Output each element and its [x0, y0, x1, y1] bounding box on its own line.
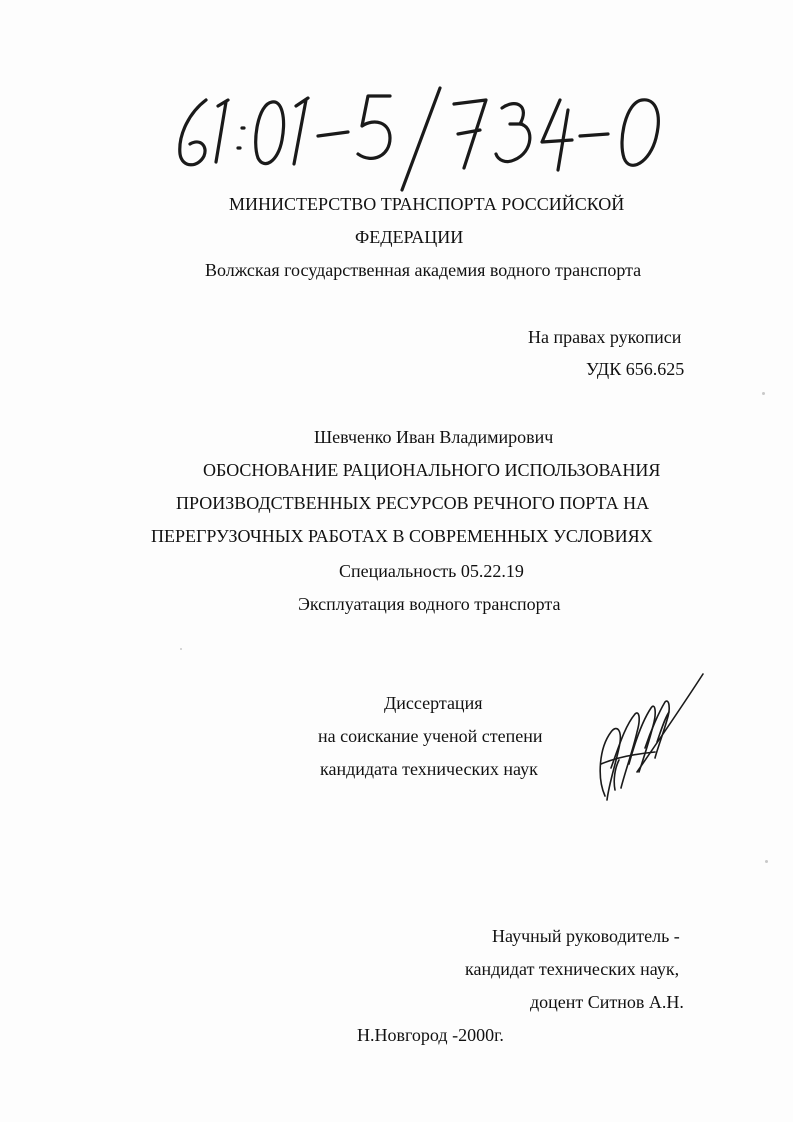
- ministry-line-2: ФЕДЕРАЦИИ: [355, 227, 464, 247]
- udk-code: УДК 656.625: [586, 359, 685, 379]
- dissertation-field-line: кандидата технических наук: [320, 759, 538, 779]
- academy-name: Волжская государственная академия водного транспорта: [205, 260, 642, 280]
- handwritten-archive-code: [168, 82, 673, 192]
- supervisor-role: Научный руководитель -: [492, 926, 680, 946]
- title-line-3: ПЕРЕГРУЗОЧНЫХ РАБОТАХ В СОВРЕМЕННЫХ УСЛОВИЯХ: [151, 526, 653, 546]
- place-and-year: Н.Новгород -2000г.: [357, 1025, 504, 1045]
- author-name: Шевченко Иван Владимирович: [314, 427, 554, 447]
- scan-speck: [180, 648, 182, 650]
- ministry-line-1: МИНИСТЕРСТВО ТРАНСПОРТА РОССИЙСКОЙ: [229, 194, 625, 214]
- specialty-name: Эксплуатация водного транспорта: [298, 594, 561, 614]
- supervisor-degree: кандидат технических наук,: [465, 959, 680, 979]
- title-line-1: ОБОСНОВАНИЕ РАЦИОНАЛЬНОГО ИСПОЛЬЗОВАНИЯ: [203, 460, 661, 480]
- scan-speck: [765, 860, 768, 863]
- title-line-2: ПРОИЗВОДСТВЕННЫХ РЕСУРСОВ РЕЧНОГО ПОРТА НА: [176, 493, 650, 513]
- manuscript-rights: На правах рукописи: [528, 327, 682, 347]
- scan-speck: [762, 392, 765, 395]
- specialty-code: Специальность 05.22.19: [339, 561, 524, 581]
- handwritten-signature: [585, 668, 715, 808]
- dissertation-degree-line: на соискание ученой степени: [318, 726, 543, 746]
- dissertation-label: Диссертация: [384, 693, 483, 713]
- supervisor-name: доцент Ситнов А.Н.: [530, 992, 684, 1012]
